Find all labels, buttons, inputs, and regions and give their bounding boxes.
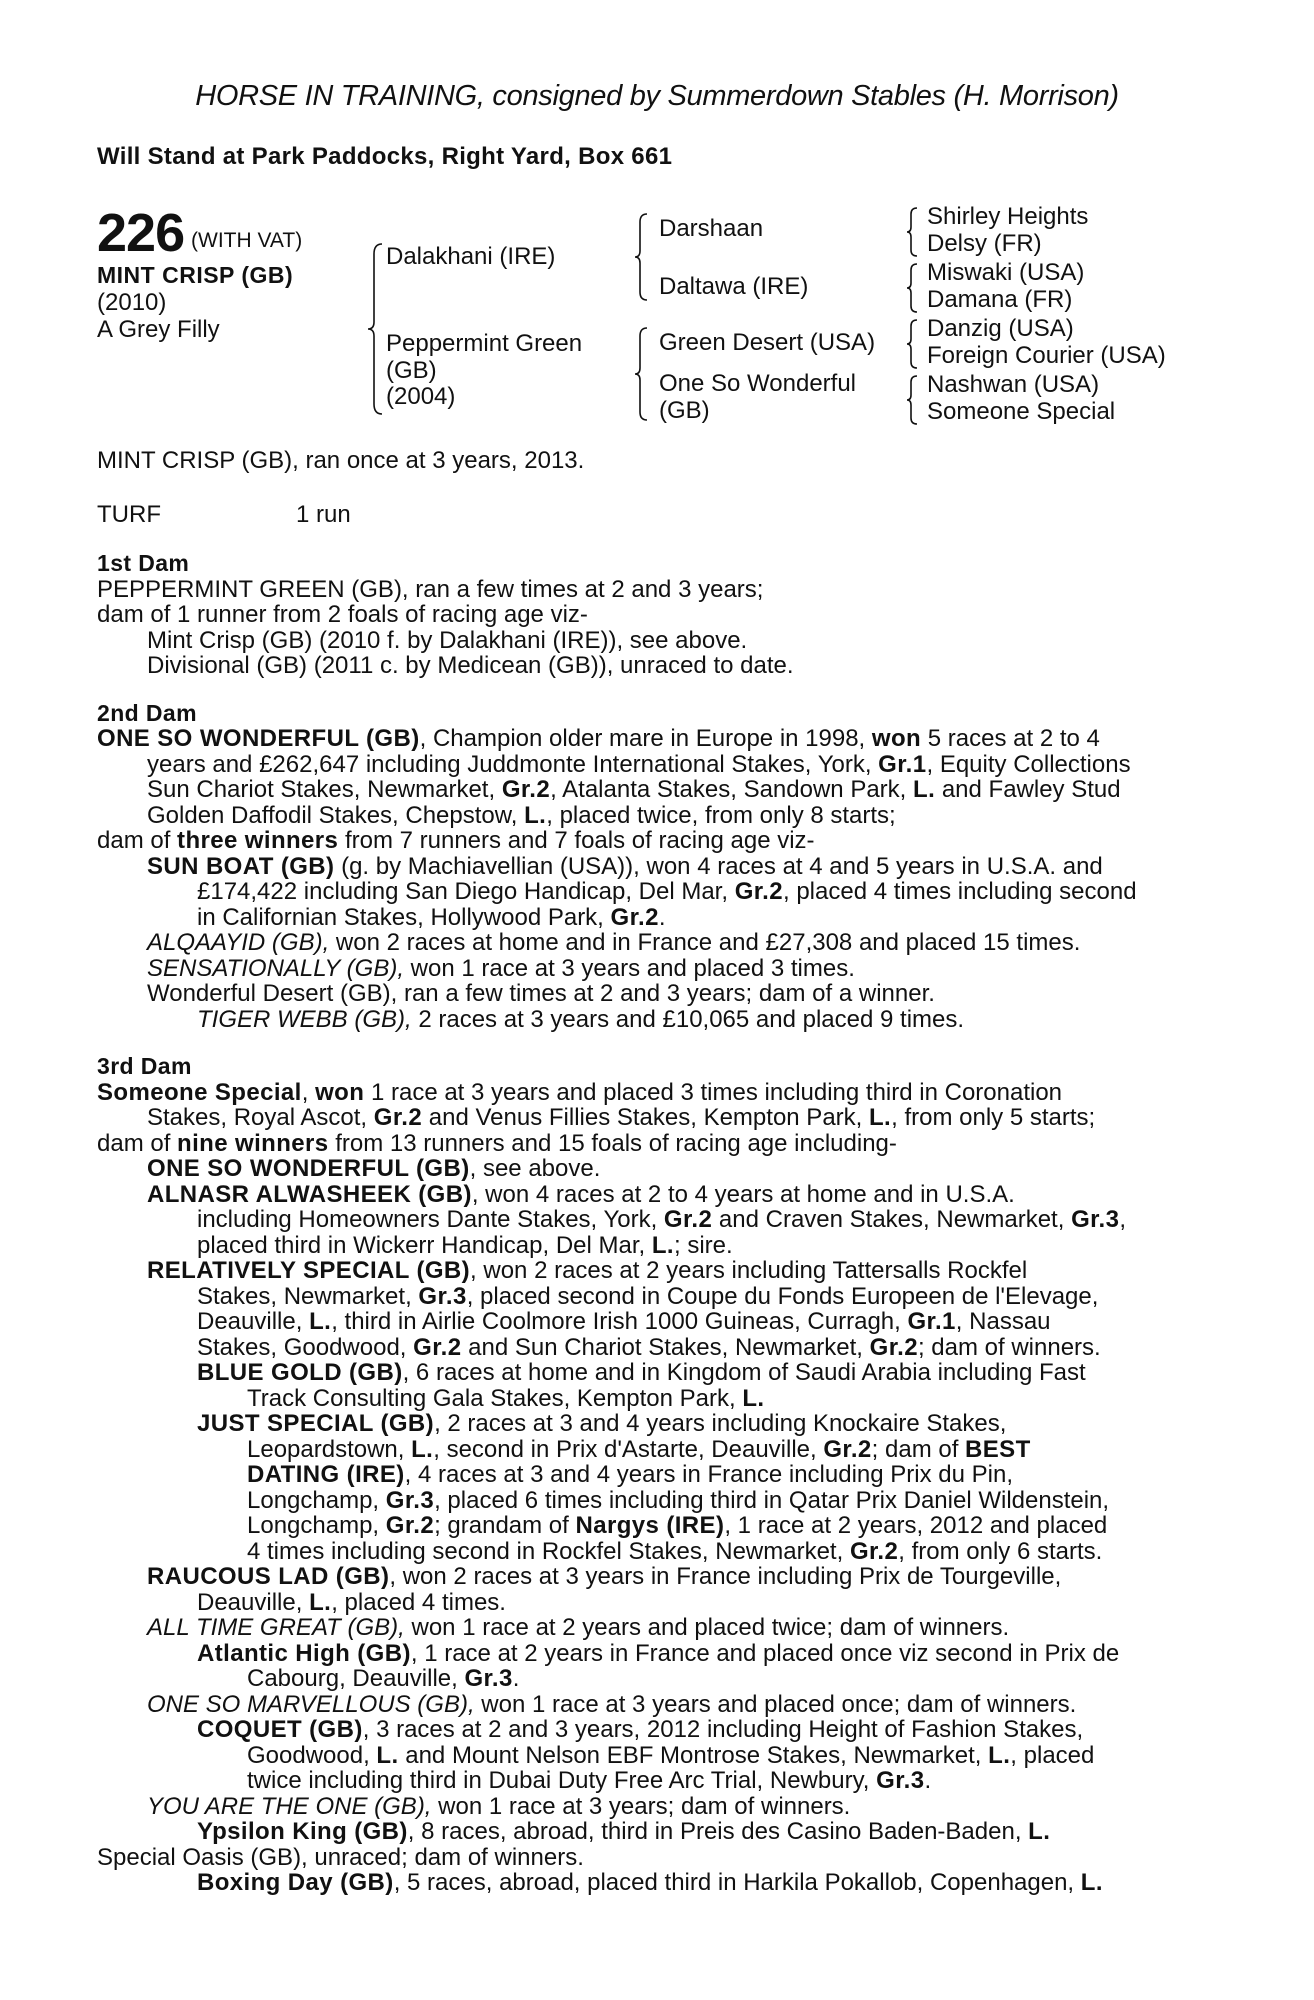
second-dam-line: years and £262,647 including Juddmonte International Stakes, York, Gr.1, Equity Collections (147, 750, 1131, 778)
pedigree-dds: Nashwan (USA) (927, 371, 1100, 398)
page-header: HORSE IN TRAINING, consigned by Summerdown Stables (H. Morrison) (195, 80, 1119, 112)
third-dam-progeny: Stakes, Newmarket, Gr.3, placed second in Coupe du Fonds Europeen de l'Elevage, (197, 1282, 1099, 1310)
pedigree-sire-sire: Darshaan (659, 215, 764, 242)
first-dam-line: PEPPERMINT GREEN (GB), ran a few times at 2 and 3 years; (97, 575, 764, 603)
second-dam-progeny: TIGER WEBB (GB), 2 races at 3 years and £10,065 and placed 9 times. (197, 1005, 965, 1033)
third-dam-line: dam of nine winners from 13 runners and 15 foals of racing age including- (97, 1129, 897, 1157)
pedigree-brace-3a (905, 206, 921, 258)
pedigree-dss: Danzig (USA) (927, 315, 1074, 342)
first-dam-heading: 1st Dam (97, 550, 190, 576)
second-dam-line: ONE SO WONDERFUL (GB), Champion older mare in Europe in 1998, won 5 races at 2 to 4 (97, 725, 1100, 752)
third-dam-progeny: RAUCOUS LAD (GB), won 2 races at 3 years in France including Prix de Tourgeville, (147, 1563, 1062, 1590)
third-dam-progeny: YOU ARE THE ONE (GB), won 1 race at 3 years; dam of winners. (147, 1792, 851, 1820)
horse-name: MINT CRISP (GB) (97, 262, 294, 288)
third-dam-line: Someone Special, won 1 race at 3 years and placed 3 times including third in Coronation (97, 1078, 1063, 1106)
location-line: Will Stand at Park Paddocks, Right Yard, Box 661 (97, 143, 673, 170)
surface-label: TURF (97, 501, 161, 528)
pedigree-brace-2b (633, 326, 651, 422)
second-dam-progeny: SENSATIONALLY (GB), won 1 race at 3 years and placed 3 times. (147, 954, 855, 982)
pedigree-dam-dam-line2: (GB) (659, 397, 710, 424)
pedigree-dam-dam-line1: One So Wonderful (659, 370, 857, 397)
pedigree-brace-2a (633, 212, 651, 302)
horse-description: A Grey Filly (97, 316, 220, 343)
pedigree-sire: Dalakhani (IRE) (386, 243, 556, 270)
third-dam-progeny: ONE SO MARVELLOUS (GB), won 1 race at 3 years and placed once; dam of winners. (147, 1690, 1077, 1718)
pedigree-sds: Miswaki (USA) (927, 259, 1085, 286)
second-dam-progeny: SUN BOAT (GB) (g. by Machiavellian (USA)), won 4 races at 4 and 5 years in U.S.A. and (147, 852, 1103, 880)
third-dam-grandprogeny: twice including third in Dubai Duty Free Arc Trial, Newbury, Gr.3. (247, 1767, 932, 1794)
pedigree-dam-line1: Peppermint Green (386, 330, 583, 357)
third-dam-line: Stakes, Royal Ascot, Gr.2 and Venus Fillies Stakes, Kempton Park, L., from only 5 starts; (147, 1104, 1096, 1131)
pedigree-sss: Shirley Heights (927, 203, 1089, 230)
pedigree-brace-3d (905, 374, 921, 426)
foaling-year: (2010) (97, 289, 167, 316)
third-dam-progeny: Stakes, Goodwood, Gr.2 and Sun Chariot Stakes, Newmarket, Gr.2; dam of winners. (197, 1333, 1101, 1361)
pedigree-brace-3c (905, 318, 921, 370)
third-dam-grandprogeny: Goodwood, L. and Mount Nelson EBF Montrose Stakes, Newmarket, L., placed (247, 1741, 1095, 1769)
first-dam-line: dam of 1 runner from 2 foals of racing age viz- (97, 601, 588, 628)
third-dam-grandprogeny: Track Consulting Gala Stakes, Kempton Park, L. (247, 1384, 765, 1412)
third-dam-grandprogeny: BLUE GOLD (GB), 6 races at home and in Kingdom of Saudi Arabia including Fast (197, 1359, 1086, 1386)
first-dam-foal: Divisional (GB) (2011 c. by Medicean (GB)), unraced to date. (147, 652, 794, 679)
third-dam-progeny: RELATIVELY SPECIAL (GB), won 2 races at 2 years including Tattersalls Rockfel (147, 1257, 1028, 1284)
third-dam-progeny: ONE SO WONDERFUL (GB), see above. (147, 1155, 601, 1182)
third-dam-grandprogeny: Longchamp, Gr.2; grandam of Nargys (IRE), 1 race at 2 years, 2012 and placed (247, 1512, 1108, 1539)
third-dam-progeny: Special Oasis (GB), unraced; dam of winners. (97, 1843, 584, 1871)
race-summary: MINT CRISP (GB), ran once at 3 years, 2013. (97, 447, 585, 474)
third-dam-heading: 3rd Dam (97, 1053, 192, 1079)
dam-sections (97, 551, 1217, 1896)
pedigree-sdd: Damana (FR) (927, 286, 1073, 313)
vat-note: (WITH VAT) (191, 229, 303, 252)
third-dam-grandprogeny: COQUET (GB), 3 races at 2 and 3 years, 2012 including Height of Fashion Stakes, (197, 1716, 1084, 1743)
third-dam-grandprogeny: 4 times including second in Rockfel Stakes, Newmarket, Gr.2, from only 6 starts. (247, 1537, 1103, 1565)
second-dam-line: Sun Chariot Stakes, Newmarket, Gr.2, Atalanta Stakes, Sandown Park, L. and Fawley Stud (147, 776, 1121, 803)
runs-count: 1 run (296, 501, 351, 528)
first-dam-foal: Mint Crisp (GB) (2010 f. by Dalakhani (IRE)), see above. (147, 626, 748, 654)
second-dam-progeny: in Californian Stakes, Hollywood Park, Gr.2. (197, 903, 666, 931)
second-dam-progeny: £174,422 including San Diego Handicap, Del Mar, Gr.2, placed 4 times including second (197, 878, 1137, 905)
third-dam-grandprogeny: Longchamp, Gr.3, placed 6 times including third in Qatar Prix Daniel Wildenstein, (247, 1486, 1110, 1514)
second-dam-progeny: Wonderful Desert (GB), ran a few times at 2 and 3 years; dam of a winner. (147, 980, 935, 1007)
second-dam-line: Golden Daffodil Stakes, Chepstow, L., placed twice, from only 8 starts; (147, 801, 896, 829)
third-dam-progeny: ALL TIME GREAT (GB), won 1 race at 2 years and placed twice; dam of winners. (147, 1614, 1010, 1641)
third-dam-progeny: Deauville, L., third in Airlie Coolmore Irish 1000 Guineas, Curragh, Gr.1, Nassau (197, 1308, 1051, 1335)
pedigree-dsd: Foreign Courier (USA) (927, 342, 1166, 369)
third-dam-grandprogeny: Atlantic High (GB), 1 race at 2 years in France and placed once viz second in Prix de (197, 1639, 1120, 1667)
second-dam-progeny: ALQAAYID (GB), won 2 races at home and in France and £27,308 and placed 15 times. (147, 929, 1081, 956)
pedigree-dam-line3: (2004) (386, 383, 456, 410)
third-dam-progeny: Deauville, L., placed 4 times. (197, 1588, 506, 1616)
pedigree-dam-line2: (GB) (386, 357, 437, 384)
pedigree-brace-3b (905, 262, 921, 314)
third-dam-progeny: ALNASR ALWASHEEK (GB), won 4 races at 2 to 4 years at home and in U.S.A. (147, 1180, 1015, 1208)
third-dam-grandprogeny: Leopardstown, L., second in Prix d'Astarte, Deauville, Gr.2; dam of BEST (247, 1435, 1031, 1463)
third-dam-grandprogeny: Ypsilon King (GB), 8 races, abroad, third in Preis des Casino Baden-Baden, L. (197, 1818, 1051, 1845)
lot-number: 226 (97, 203, 185, 263)
pedigree-sire-dam: Daltawa (IRE) (659, 273, 809, 300)
second-dam-heading: 2nd Dam (97, 699, 197, 726)
third-dam-grandprogeny: DATING (IRE), 4 races at 3 and 4 years in France including Prix du Pin, (247, 1461, 1013, 1488)
third-dam-grandprogeny: Boxing Day (GB), 5 races, abroad, placed third in Harkila Pokallob, Copenhagen, L. (197, 1869, 1103, 1896)
pedigree-brace-1 (366, 242, 386, 416)
pedigree-dam-sire: Green Desert (USA) (659, 329, 876, 356)
third-dam-grandprogeny: JUST SPECIAL (GB), 2 races at 3 and 4 years including Knockaire Stakes, (197, 1410, 1007, 1437)
pedigree-ddd: Someone Special (927, 398, 1116, 425)
third-dam-grandprogeny: Cabourg, Deauville, Gr.3. (247, 1665, 520, 1692)
second-dam-line: dam of three winners from 7 runners and 7 foals of racing age viz- (97, 827, 815, 854)
third-dam-progeny: placed third in Wickerr Handicap, Del Mar, L.; sire. (197, 1231, 733, 1259)
third-dam-progeny: including Homeowners Dante Stakes, York, Gr.2 and Craven Stakes, Newmarket, Gr.3, (197, 1206, 1127, 1233)
pedigree-ssd: Delsy (FR) (927, 230, 1042, 257)
